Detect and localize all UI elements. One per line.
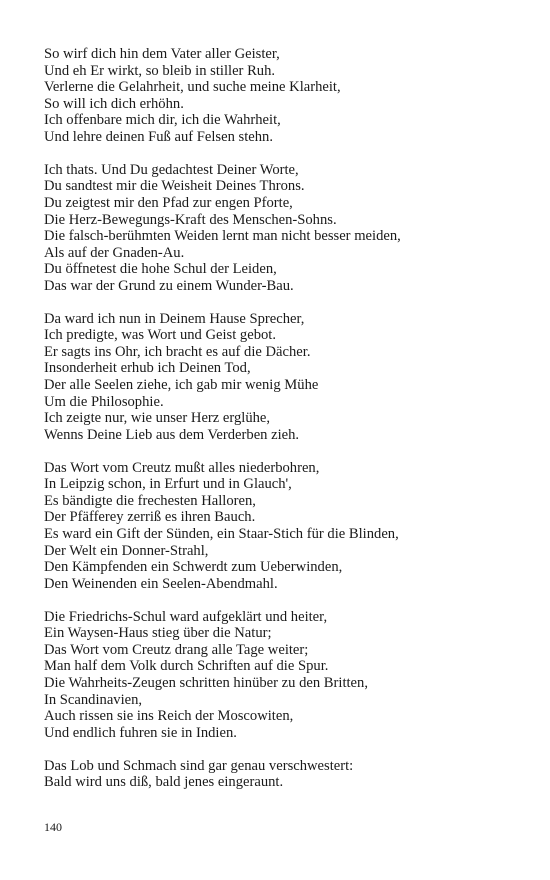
poem-line: Da ward ich nun in Deinem Hause Sprecher,	[44, 310, 305, 327]
poem-line: Ein Waysen-Haus stieg über die Natur;	[44, 625, 272, 642]
poem-line: Du zeigtest mir den Pfad zur engen Pforte,	[44, 194, 293, 211]
poem-line: Um die Philosophie.	[44, 393, 164, 410]
poem-line: Verlerne die Gelahrheit, und suche meine Klarheit,	[44, 79, 341, 96]
stanza-2	[44, 162, 524, 294]
poem-line: Es ward ein Gift der Sünden, ein Staar-Stich für die Blinden,	[44, 526, 399, 542]
poem-line: Das Wort vom Creutz drang alle Tage weiter;	[44, 641, 309, 658]
poem-line: Ich predigte, was Wort und Geist gebot.	[44, 327, 277, 344]
poem-line: Der alle Seelen ziehe, ich gab mir wenig Mühe	[44, 377, 319, 394]
poem-line: Die Friedrichs-Schul ward aufgeklärt und heiter,	[44, 608, 328, 625]
poem-page-body	[44, 46, 524, 807]
poem-line: Das Wort vom Creutz mußt alles niederbohren,	[44, 459, 320, 476]
poem-line: Der Pfäfferey zerriß es ihren Bauch.	[44, 509, 256, 526]
poem-line: Du sandtest mir die Weisheit Deines Throns.	[44, 178, 305, 195]
poem-line: Als auf der Gnaden-Au.	[44, 244, 185, 261]
poem-line: Du öffnetest die hohe Schul der Leiden,	[44, 261, 277, 278]
poem-line: Und endlich fuhren sie in Indien.	[44, 724, 237, 741]
poem-line: Das Lob und Schmach sind gar genau verschwestert:	[44, 757, 354, 774]
poem-line: Den Weinenden ein Seelen-Abendmahl.	[44, 575, 278, 592]
poem-line: Er sagts ins Ohr, ich bracht es auf die Dächer.	[44, 343, 311, 360]
stanza-4	[44, 460, 524, 592]
poem-line: Auch rissen sie ins Reich der Moscowiten,	[44, 708, 294, 725]
poem-line: Bald wird uns diß, bald jenes eingeraunt.	[44, 774, 284, 791]
poem-line: Der Welt ein Donner-Strahl,	[44, 542, 209, 559]
poem-line: Den Kämpfenden ein Schwerdt zum Ueberwinden,	[44, 559, 343, 576]
page-number: 140	[44, 820, 62, 834]
poem-line: Es bändigte die frechesten Halloren,	[44, 492, 256, 509]
poem-line: Die falsch-berühmten Weiden lernt man nicht besser meiden,	[44, 228, 401, 245]
poem-line: Die Herz-Bewegungs-Kraft des Menschen-Sohns.	[44, 211, 337, 228]
poem-line: In Leipzig schon, in Erfurt und in Glauch',	[44, 476, 292, 493]
poem-line: Und lehre deinen Fuß auf Felsen stehn.	[44, 128, 273, 145]
poem-line: Man half dem Volk durch Schriften auf die Spur.	[44, 658, 329, 675]
poem-line: Die Wahrheits-Zeugen schritten hinüber zu den Britten,	[44, 674, 368, 691]
poem-line: Das war der Grund zu einem Wunder-Bau.	[44, 277, 294, 294]
poem-line: Wenns Deine Lieb aus dem Verderben zieh.	[44, 426, 300, 443]
poem-line: So wirf dich hin dem Vater aller Geister,	[44, 46, 280, 62]
stanza-3	[44, 311, 524, 443]
stanza-6	[44, 758, 524, 791]
poem-line: Und eh Er wirkt, so bleib in stiller Ruh.	[44, 62, 276, 79]
poem-line: Ich zeigte nur, wie unser Herz erglühe,	[44, 410, 271, 427]
stanza-1	[44, 46, 524, 145]
poem-line: Insonderheit erhub ich Deinen Tod,	[44, 360, 251, 377]
poem-line: So will ich dich erhöhn.	[44, 95, 184, 112]
poem-line: Ich thats. Und Du gedachtest Deiner Worte,	[44, 161, 299, 178]
poem-line: In Scandinavien,	[44, 691, 143, 708]
poem-line: Ich offenbare mich dir, ich die Wahrheit,	[44, 112, 281, 129]
stanza-5	[44, 609, 524, 741]
